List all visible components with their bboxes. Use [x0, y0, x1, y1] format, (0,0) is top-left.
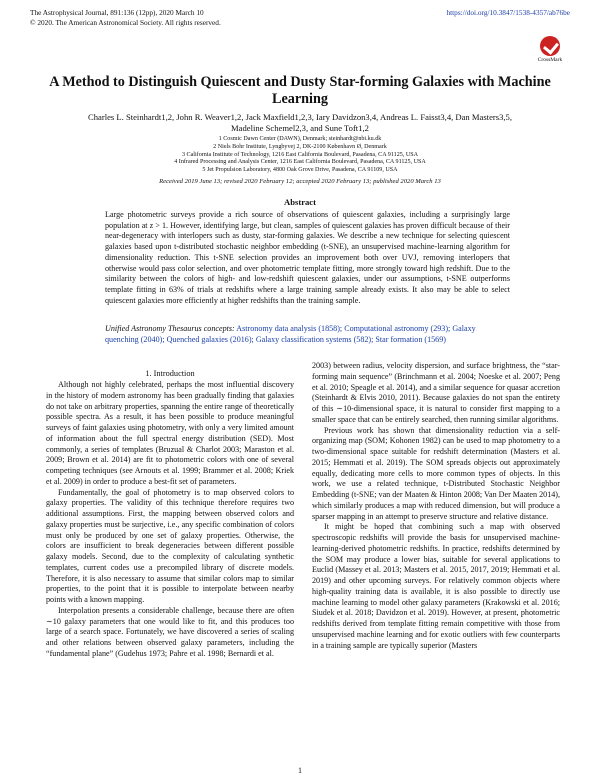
- authors-line-2: Madeline Schemel2,3, and Sune Toft1,2: [231, 122, 369, 133]
- affiliation-2: 2 Niels Bohr Institute, Lyngbyvej 2, DK-2100 København Ø, Denmark: [213, 143, 387, 150]
- right-column: [312, 361, 560, 651]
- affiliation-1: 1 Cosmic Dawn Center (DAWN), Denmark; steinhardt@nbi.ku.dk: [218, 136, 382, 142]
- crossmark-label: CrossMark: [537, 57, 563, 63]
- publication-dates: Received 2019 June 13; revised 2020 February 12; accepted 2020 February 13; published 2020 March 13: [159, 178, 441, 185]
- crossmark-badge[interactable]: [534, 36, 566, 63]
- affiliation-3: 3 California Institute of Technology, 1216 East California Boulevard, Pasadena, CA 91125, USA: [181, 151, 419, 158]
- paragraph: Fundamentally, the goal of photometry is to map observed colors to galaxy properties. The validity of this technique therefore requires two additional assumptions. First, the mapping between observed colors and galaxy properties must be surjective, i.e., any specific combination of colors must only be produced by one set of galaxy properties. Otherwise, the colors are insufficient to break degeneracies between different possible galaxy models. Second, due to the complexity of calculating synthetic templates, current codes use a precompiled library of discrete models. Therefore, it is also necessary to assume that similar colors map to similar properties, to the point that it is possible to interpolate between nearby points with a known mapping.: [46, 487, 294, 604]
- author-list: [30, 112, 570, 133]
- abstract-text: Large photometric surveys provide a rich source of observations of quiescent galaxies, including a surprisingly large population at z > 1. However, identifying large, but clean, samples of quiescent galaxies has proven difficult because of their near-degeneracy with interlopers such as dusty, star-forming galaxies. We describe a new technique for selecting quiescent galaxies based upon t-distributed stochastic neighbor embedding (t-SNE), an unsupervised machine-learning algorithm for dimensionality reduction. This t-SNE selection provides an improvement both over UVJ, removing interlopers that otherwise would pass color selection, and over photometric template fitting, more strongly toward high redshift. Due to the similarity between the colors of high- and low-redshift quiescent galaxies, under our assumptions, t-SNE outperforms template fitting in 63% of trials at redshifts where a large training sample already exists. It also may be able to select quiescent galaxies more efficiently at higher redshifts than the training sample.: [105, 210, 510, 305]
- left-column: [46, 380, 294, 660]
- paper-title: A Method to Distinguish Quiescent and Dusty Star-forming Galaxies with Machine Learning: [49, 74, 551, 107]
- abstract-heading: Abstract: [284, 197, 316, 207]
- concepts-label: Unified Astronomy Thesaurus concepts:: [105, 324, 235, 333]
- doi-link[interactable]: https://doi.org/10.3847/1538-4357/ab76be: [446, 8, 570, 17]
- section-heading-introduction: 1. Introduction: [145, 369, 195, 378]
- crossmark-icon: [540, 36, 560, 56]
- affiliations: [30, 136, 570, 175]
- paragraph: Although not highly celebrated, perhaps the most influential discovery in the history of modern astronomy has been gradually finding that galaxies do not take on arbitrary properties, spanning the entire range of theoretically possible spectra. As a result, it has been possible to produce meaningful surveys of faint galaxies using photometry, with only a very limited amount of information about the full spectral energy distribution (SED). Most commonly, a series of templates (Bruzual & Charlot 2003; Maraston et al. 2009; Brown et al. 2014) are fit to photometric colors with one of several competing techniques (see Arnouts et al. 1999; Brammer et al. 2008; Kriek et al. 2009) in order to produce a best-fit set of parameters.: [46, 380, 294, 486]
- running-header: [30, 8, 221, 28]
- paragraph: 2003) between radius, velocity dispersion, and surface brightness, the “star-forming main sequence” (Brinchmann et al. 2004; Noeske et al. 2007; Peng et al. 2010; Speagle et al. 2014), and a similar sequence for quasar accretion (Steinhardt & Elvis 2010, 2011). Because galaxies do not span the entirety of this ∼10-dimensional space, it is natural to consider first mapping to a smaller space that can be entirely searched, then running similar algorithms.: [312, 361, 560, 424]
- paragraph: It might be hoped that combining such a map with observed spectroscopic redshifts will provide the basis for unsupervised machine-learning-derived photometric redshifts. In practice, redshifts determined by the SOM may produce a lower bias, suitable for several applications to Euclid (Massey et al. 2013; Masters et al. 2015, 2017, 2019; Hemmati et al. 2019) and other upcoming surveys. For relatively common objects where high-quality training data is available, it is also possible to directly use machine learning to model other galaxy parameters (Krakowski et al. 2016; Siudek et al. 2018; Davidzon et al. 2019). However, at present, photometric redshifts derived from template fitting remain competitive with those from unsupervised machine learning and for exotic outliers with few counterparts in a training sample are typically superior (Masters: [312, 522, 560, 650]
- uat-concepts: [105, 324, 510, 345]
- journal-citation: The Astrophysical Journal, 891:136 (12pp), 2020 March 10: [30, 8, 204, 17]
- affiliation-5: 5 Jet Propulsion Laboratory, 4800 Oak Grove Drive, Pasadena, CA 91109, USA: [202, 167, 398, 174]
- concepts-links[interactable]: Astronomy data analysis (1858); Computational astronomy (293); Galaxy quenching (2040); Quenched galaxies (2016); Galaxy classification systems (582); Star formation (1569): [105, 324, 476, 344]
- paragraph: Interpolation presents a considerable challenge, because there are often ∼10 galaxy parameters that one would like to fit, and this produces too large of a search space. Fortunately, we have discovered a series of scaling and other relations between observed galaxy parameters, including the “fundamental plane” (Gudehus 1973; Pahre et al. 1998; Bernardi et al.: [46, 605, 294, 658]
- page-number: 1: [298, 766, 302, 775]
- affiliation-4: 4 Infrared Processing and Analysis Center, 1216 East California Boulevard, Pasadena, CA 91125, USA: [174, 159, 426, 166]
- copyright-line: © 2020. The American Astronomical Society. All rights reserved.: [30, 18, 221, 27]
- paragraph: Previous work has shown that dimensionality reduction via a self-organizing map (SOM; Kohonen 1982) can be used to map photometry to a two-dimensional space suitable for redshift determination (Masters et al. 2015; Hemmati et al. 2019). The SOM spreads objects out approximately equally, dedicating more cells to more common types of objects. In this work, we use a related technique, t-Distributed Stochastic Neighbor Embedding (t-SNE; van der Maaten & Hinton 2008; Van Der Maaten 2014), which similarly produces a map with reduced dimension, but will produce a sparser mapping in an attempt to preserve structure and relative distance.: [312, 425, 561, 521]
- authors-line-1: Charles L. Steinhardt1,2, John R. Weaver1,2, Jack Maxfield1,2,3, Iary Davidzon3,4, Andreas L. Faisst3,4, Dan Masters3,5,: [88, 112, 512, 122]
